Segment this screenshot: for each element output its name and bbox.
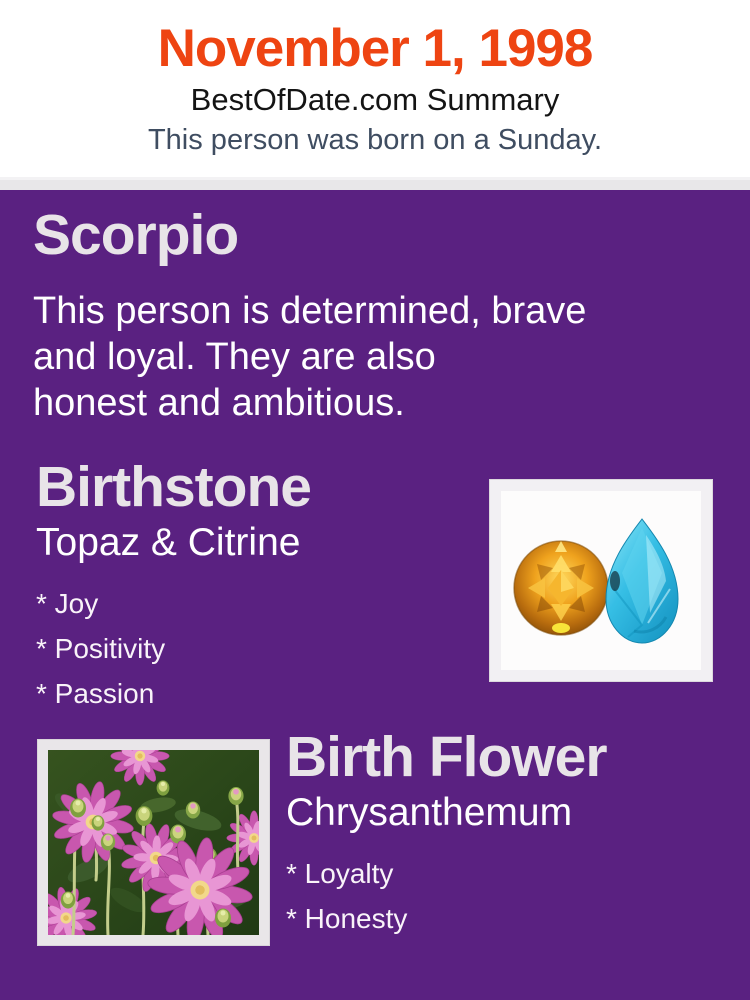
birth-flower-heading: Birth Flower [286, 725, 607, 789]
birthstone-image [501, 491, 701, 670]
chrysanthemum-illustration [48, 750, 259, 935]
birthstone-trait: * Positivity [36, 633, 166, 664]
birth-flower-trait-list [286, 851, 607, 941]
born-on-weekday-line: This person was born on a Sunday. [147, 123, 603, 156]
birthstone-heading: Birthstone [36, 455, 311, 519]
summary-body [0, 190, 750, 1000]
birth-flower-image-frame [37, 739, 270, 946]
birthstone-trait: * Joy [36, 588, 99, 619]
zodiac-description-line: honest and ambitious. [33, 382, 405, 424]
birthstone-image-frame [489, 479, 713, 682]
birthstone-trait: * Passion [36, 678, 155, 709]
header-divider [0, 177, 750, 190]
birth-flower-trait: * Loyalty [286, 858, 394, 889]
birth-flower-value: Chrysanthemum [286, 791, 573, 834]
birth-flower-image [48, 750, 259, 935]
zodiac-description-line: This person is determined, brave [33, 290, 587, 332]
birthstone-value: Topaz & Citrine [36, 521, 301, 564]
header [0, 0, 750, 177]
birthstone-trait-list [36, 581, 311, 716]
birth-flower-trait: * Honesty [286, 903, 408, 934]
page-title-date: November 1, 1998 [157, 19, 593, 78]
site-summary-subtitle: BestOfDate.com Summary [190, 81, 560, 117]
zodiac-description-line: and loyal. They are also [33, 336, 436, 378]
citrine-gem [514, 541, 608, 635]
birth-flower-section [286, 726, 607, 941]
zodiac-description [33, 288, 586, 426]
birthstone-section [36, 456, 311, 716]
topaz-citrine-gems-illustration [501, 491, 701, 670]
zodiac-sign-title: Scorpio [33, 203, 239, 267]
